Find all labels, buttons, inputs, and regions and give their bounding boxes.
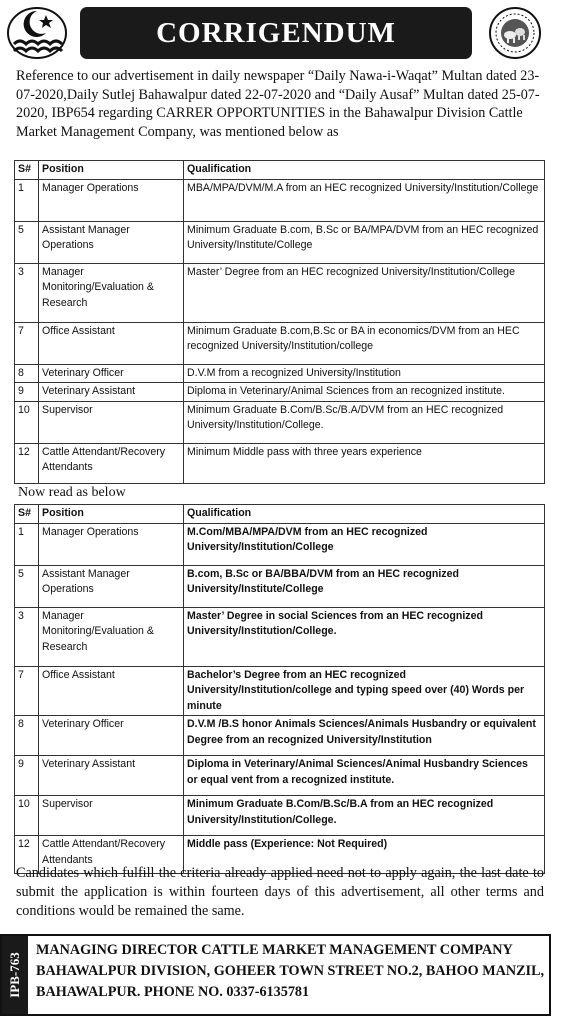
cattle-company-logo-icon: [486, 6, 544, 60]
row-sno: 10: [15, 401, 39, 443]
row-sno: 12: [15, 836, 39, 874]
row-qualification: D.V.M from a recognized University/Institution: [184, 364, 545, 383]
row-qualification: Minimum Graduate B.com,B.Sc or BA in economics/DVM from an HEC recognized University/Institution/college: [184, 322, 545, 364]
punjab-government-emblem-icon: [6, 6, 68, 60]
row-qualification: B.com, B.Sc or BA/BBA/DVM from an HEC recognized University/Institute/College: [184, 565, 545, 607]
row-position: Supervisor: [39, 796, 184, 836]
row-position: Veterinary Officer: [39, 364, 184, 383]
row-qualification: D.V.M /B.S honor Animals Sciences/Animals Husbandry or equivalent Degree from an recognized University/Institution: [184, 716, 545, 756]
row-position: Office Assistant: [39, 322, 184, 364]
row-position: Veterinary Assistant: [39, 383, 184, 402]
row-qualification: Minimum Graduate B.Com/B.Sc/B.A/DVM from an HEC recognized University/Institution/College.: [184, 401, 545, 443]
table-row: [15, 263, 545, 322]
row-sno: 9: [15, 756, 39, 796]
row-qualification: Bachelor’s Degree from an HEC recognized University/Institution/college and typing speed over (40) Words per minute: [184, 666, 545, 716]
row-position: Veterinary Assistant: [39, 756, 184, 796]
row-sno: 1: [15, 523, 39, 565]
row-position: Supervisor: [39, 401, 184, 443]
table-row: [15, 523, 545, 565]
row-sno: 9: [15, 383, 39, 402]
row-qualification: Minimum Middle pass with three years experience: [184, 443, 545, 483]
row-sno: 8: [15, 364, 39, 383]
qualification-header: Qualification: [184, 505, 545, 524]
corrigendum-title-bar: [80, 7, 472, 59]
table-row: [15, 221, 545, 263]
row-qualification: Master’ Degree from an HEC recognized University/Institution/College: [184, 263, 545, 322]
ipb-code-badge: [2, 936, 28, 1014]
table-row: [15, 322, 545, 364]
row-sno: 8: [15, 716, 39, 756]
row-qualification: Minimum Graduate B.com, B.Sc or BA/MPA/DVM from an HEC recognized University/Institute/College: [184, 221, 545, 263]
footer-line-2: BAHAWALPUR DIVISION, GOHEER TOWN STREET NO.2, BAHOO MANZIL,: [36, 963, 545, 979]
page-title: CORRIGENDUM: [156, 16, 396, 49]
row-sno: 1: [15, 179, 39, 221]
table-row: [15, 179, 545, 221]
row-position: Cattle Attendant/Recovery Attendants: [39, 836, 184, 874]
intro-paragraph: Reference to our advertisement in daily newspaper “Daily Nawa-i-Waqat” Multan dated 23-07-2020,Daily Sutlej Bahawalpur dated 22-07-2020 and “Daily Ausaf” Multan dated 25-07-2020, IBP654 regarding CARRER OPPORTUNITIES in the Bahawalpur Division Cattle Market Management Company, was mentioned below as: [16, 68, 540, 140]
row-position: Manager Monitoring/Evaluation & Research: [39, 263, 184, 322]
table-row: [15, 364, 545, 383]
original-positions-table: [14, 160, 545, 484]
row-sno: 10: [15, 796, 39, 836]
row-qualification: Middle pass (Experience: Not Required): [184, 836, 545, 874]
ipb-code: IPB-763: [7, 952, 22, 998]
row-qualification: Diploma in Veterinary/Animal Sciences from an recognized institute.: [184, 383, 545, 402]
contact-address: [36, 940, 546, 1003]
row-position: Office Assistant: [39, 666, 184, 716]
row-qualification: M.Com/MBA/MPA/DVM from an HEC recognized University/Institution/College: [184, 523, 545, 565]
table-row: [15, 443, 545, 483]
table-header-row: [15, 161, 545, 180]
row-qualification: Diploma in Veterinary/Animal Sciences/Animal Husbandry Sciences or equal vent from a recognized institute.: [184, 756, 545, 796]
table-row: [15, 666, 545, 716]
table-header-row: [15, 505, 545, 524]
qualification-header: Qualification: [184, 161, 545, 180]
now-read-label: Now read as below: [18, 485, 126, 500]
row-qualification: MBA/MPA/DVM/M.A from an HEC recognized University/Institution/College: [184, 179, 545, 221]
row-position: Manager Operations: [39, 523, 184, 565]
table-row: [15, 565, 545, 607]
sno-header: S#: [15, 505, 39, 524]
row-position: Manager Operations: [39, 179, 184, 221]
row-sno: 5: [15, 221, 39, 263]
footer-line-1: MANAGING DIRECTOR CATTLE MARKET MANAGEMENT COMPANY: [36, 942, 513, 958]
row-sno: 12: [15, 443, 39, 483]
row-sno: 3: [15, 607, 39, 666]
table-row: [15, 401, 545, 443]
row-position: Assistant Manager Operations: [39, 565, 184, 607]
row-qualification: Master’ Degree in social Sciences from an HEC recognized University/Institution/College.: [184, 607, 545, 666]
row-sno: 7: [15, 666, 39, 716]
row-sno: 7: [15, 322, 39, 364]
table-row: [15, 716, 545, 756]
table-row: [15, 607, 545, 666]
row-qualification: Minimum Graduate B.Com/B.Sc/B.A from an HEC recognized University/Institution/College.: [184, 796, 545, 836]
sno-header: S#: [15, 161, 39, 180]
position-header: Position: [39, 505, 184, 524]
row-sno: 3: [15, 263, 39, 322]
row-position: Manager Monitoring/Evaluation & Research: [39, 607, 184, 666]
table-row: [15, 796, 545, 836]
row-sno: 5: [15, 565, 39, 607]
row-position: Assistant Manager Operations: [39, 221, 184, 263]
position-header: Position: [39, 161, 184, 180]
table-row: [15, 383, 545, 402]
table-row: [15, 756, 545, 796]
closing-paragraph: Candidates which fulfill the criteria already applied need not to apply again, the last date to submit the application is within fourteen days of this advertisement, all other terms and conditions would be remained the same.: [16, 865, 544, 919]
revised-positions-table: [14, 504, 545, 874]
row-position: Veterinary Officer: [39, 716, 184, 756]
footer-line-3: BAHAWALPUR. PHONE NO. 0337-6135781: [36, 984, 310, 1000]
row-position: Cattle Attendant/Recovery Attendants: [39, 443, 184, 483]
